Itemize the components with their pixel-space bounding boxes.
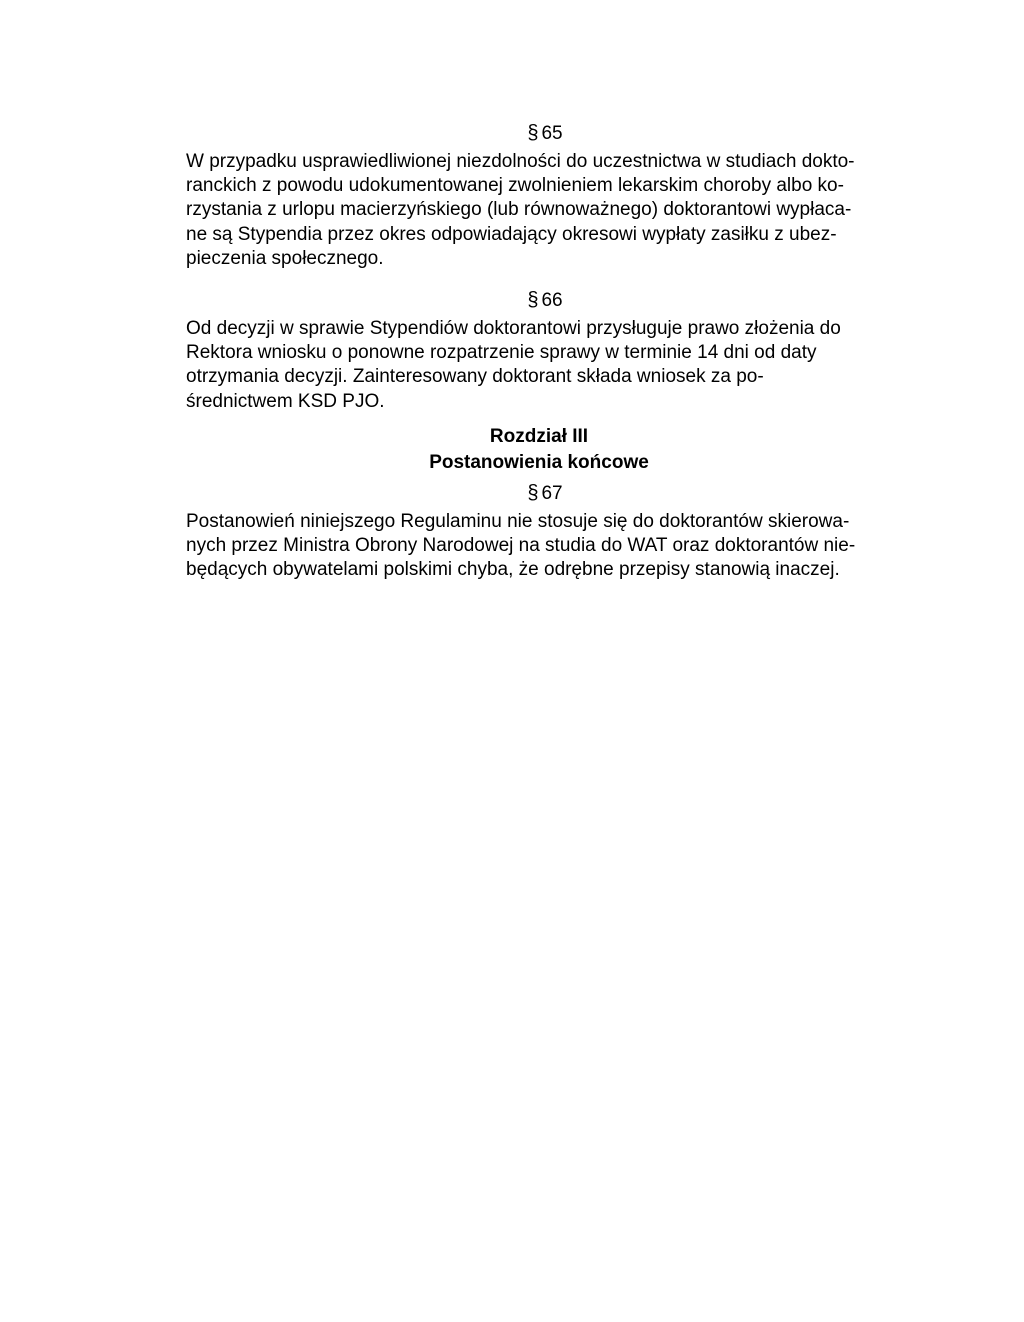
section-number: 66 — [541, 290, 563, 312]
section-67-text: Postanowień niniejszego Regulaminu nie stosuje się do doktorantów skierowa- nych przez Ministra Obrony Narodowej na studia do WAT oraz doktorantów nie- będących obywatelami polskimi chyba, że odrębne przepisy stanowią inaczej. — [186, 510, 856, 581]
document-page — [186, 116, 892, 582]
section-number: 65 — [541, 123, 563, 144]
section-65-text: W przypadku usprawiedliwionej niezdolności do uczestnictwa w studiach dokto- ranckich z powodu udokumentowanej zwolnieniem lekarskim choroby albo ko- rzystania z urlopu macierzyńskiego (lub równoważnego) doktorantowi wypłaca- ne są Stypendia przez okres odpowiadający okresowi wypłaty zasiłku z ubez- pieczenia społecznego. — [186, 151, 855, 269]
chapter-heading: Rozdział III — [489, 425, 589, 447]
section-67-heading — [186, 476, 892, 510]
chapter-title: Postanowienia końcowe — [429, 451, 649, 473]
section-symbol: § — [527, 122, 539, 144]
section-symbol: § — [527, 289, 539, 312]
section-number: 67 — [541, 482, 563, 504]
section-66-text: Od decyzji w sprawie Stypendiów doktorantowi przysługuje prawo złożenia do Rektora wniosku o ponowne rozpatrzenie sprawy w terminie 14 dni od daty otrzymania decyzji. Zainteresowany doktorant składa wniosek za po- średnictwem KSD PJO. — [186, 318, 841, 412]
section-65-heading — [186, 116, 892, 150]
section-66-heading — [186, 283, 892, 317]
section-symbol: § — [527, 481, 539, 504]
